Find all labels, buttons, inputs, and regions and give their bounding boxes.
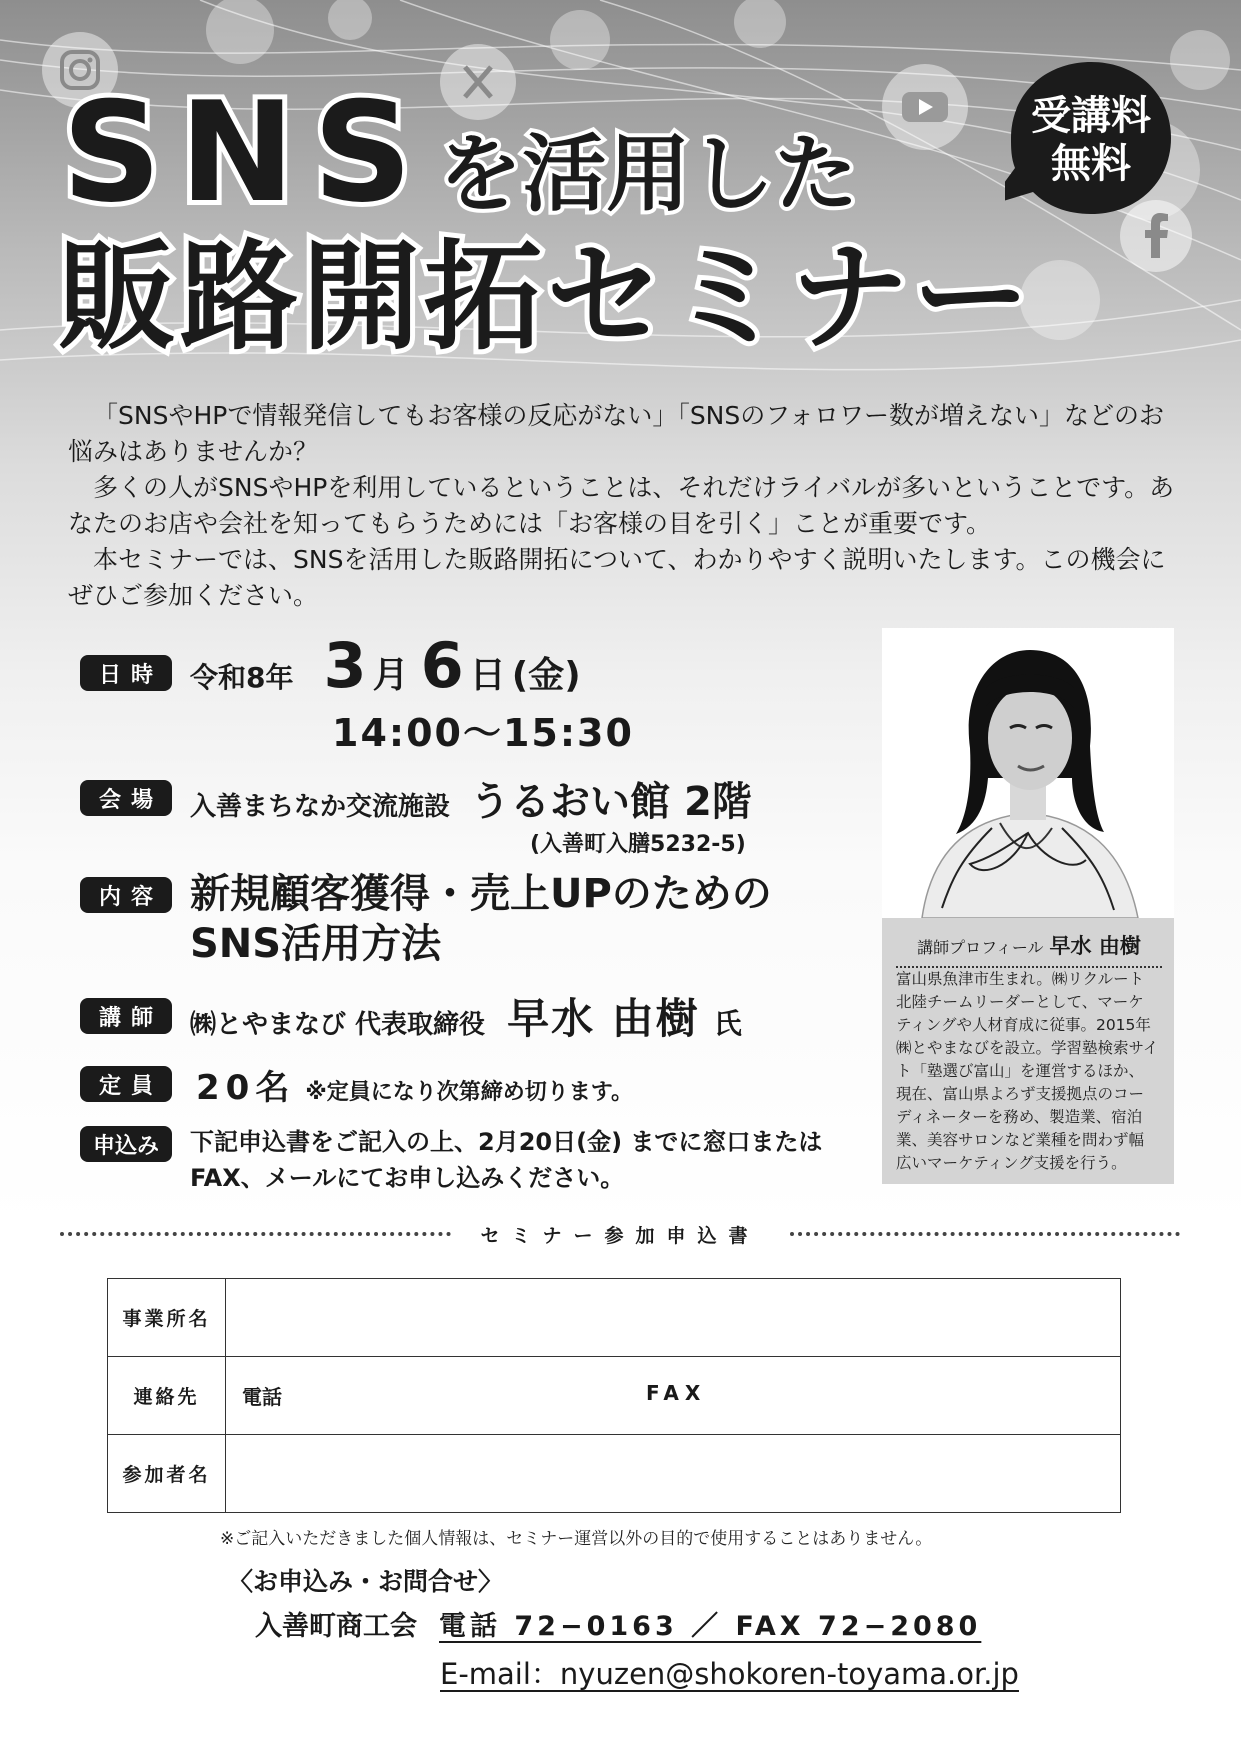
form-label-participant: 参加者名: [108, 1435, 226, 1513]
venue-name: うるおい館 2階: [470, 779, 752, 825]
apply-line-1: 下記申込書をご記入の上、2月20日(金) までに窓口または: [190, 1128, 823, 1156]
application-form-table: [107, 1278, 1121, 1513]
phone-label: 電話: [242, 1385, 282, 1409]
lecturer-name: 早水 由樹: [507, 994, 700, 1043]
badge-line-1: 受講料: [1031, 93, 1151, 139]
capacity-row: [80, 1066, 633, 1109]
form-title: セミナー参加申込書: [480, 1224, 760, 1247]
contact-email[interactable]: E-mail：nyuzen@shokoren-toyama.or.jp: [440, 1657, 1019, 1691]
profile-line: 広いマーケティング支援を行う。: [896, 1154, 1127, 1172]
form-label-contact: 連絡先: [108, 1357, 226, 1435]
profile-heading-label: 講師プロフィール: [917, 938, 1044, 957]
content-label: 内容: [80, 877, 172, 913]
content-line-2: SNS活用方法: [190, 921, 442, 967]
title-line-2: 販路開拓セミナー: [58, 228, 1035, 366]
date-month: 3: [323, 629, 367, 702]
lecturer-org: ㈱とやまなび 代表取締役: [190, 1010, 486, 1040]
apply-value: [190, 1124, 822, 1196]
content-value: [190, 869, 772, 969]
form-field-business[interactable]: [226, 1279, 1121, 1357]
lecturer-suffix: 氏: [713, 1007, 742, 1040]
form-label-business: 事業所名: [108, 1279, 226, 1357]
form-field-participant[interactable]: [226, 1435, 1121, 1513]
contact-phone-fax: 電話 72−0163 ／ FAX 72−2080: [439, 1611, 982, 1642]
venue-row: [80, 780, 752, 858]
lecturer-label: 講師: [80, 998, 172, 1034]
privacy-note: ※ご記入いただきました個人情報は、セミナー運営以外の目的で使用することはありません。: [220, 1529, 933, 1549]
badge-line-2: 無料: [1051, 141, 1131, 187]
lecturer-row: [80, 994, 742, 1046]
date-day-unit: 日: [469, 655, 506, 696]
dotted-divider: [790, 1232, 1181, 1236]
title-sns: SNS: [62, 72, 431, 233]
capacity-value: [190, 1060, 633, 1109]
profile-line: 現在、富山県よろず支援拠点のコー: [896, 1085, 1145, 1103]
title-rest: を活用した: [438, 125, 859, 223]
content-line-1: 新規顧客獲得・売上UPのための: [190, 871, 772, 917]
lecturer-profile-panel: [882, 628, 1174, 1184]
date-label: 日時: [80, 655, 172, 691]
profile-name: 早水 由樹: [1049, 934, 1141, 958]
date-day: 6: [420, 629, 464, 702]
lecturer-value: [190, 986, 742, 1046]
table-row: [108, 1435, 1121, 1513]
profile-line: ディネーターを務め、製造業、宿泊: [896, 1108, 1143, 1126]
apply-label: 申込み: [80, 1126, 172, 1162]
title-line-1: [62, 72, 859, 233]
lecturer-photo: [882, 628, 1174, 918]
form-field-contact[interactable]: [226, 1357, 1121, 1435]
capacity-label: 定員: [80, 1066, 172, 1102]
profile-line: 北陸チームリーダーとして、マーケ: [896, 993, 1144, 1011]
profile-heading: [896, 930, 1162, 968]
venue-address: (入善町入膳5232-5): [530, 832, 746, 857]
fax-label: FAX: [646, 1381, 707, 1405]
venue-label: 会場: [80, 780, 172, 816]
intro-text: [68, 398, 1178, 614]
table-row: [108, 1279, 1121, 1357]
dotted-divider: [60, 1232, 451, 1236]
capacity-note: ※定員になり次第締め切ります。: [305, 1080, 633, 1105]
profile-line: ト「塾選び富山」を運営するほか、: [896, 1062, 1145, 1080]
capacity-number: 20名: [196, 1068, 296, 1108]
application-form-heading: [60, 1222, 1180, 1246]
apply-row: [80, 1126, 822, 1196]
free-badge-text: [1005, 92, 1177, 188]
date-time: 14:00〜15:30: [332, 711, 634, 755]
contact-org: 入善町商工会: [255, 1611, 417, 1642]
profile-text: [896, 968, 1162, 1175]
date-weekday: (金): [511, 655, 581, 696]
profile-line: 業、美容サロンなど業種を問わず幅: [896, 1131, 1145, 1149]
table-row: [108, 1357, 1121, 1435]
apply-line-2: FAX、メールにてお申し込みください。: [190, 1164, 625, 1192]
contact-heading: 〈お申込み・お問合せ〉: [228, 1567, 504, 1596]
profile-line: ㈱とやまなびを設立。学習塾検索サイ: [896, 1039, 1159, 1057]
contact-line: [255, 1604, 981, 1643]
content-row: [80, 871, 772, 969]
profile-line: ティングや人材育成に従事。2015年: [896, 1016, 1151, 1034]
date-era: 令和8年: [190, 661, 294, 694]
intro-paragraph: 「SNSやHPで情報発信してもお客様の反応がない」「SNSのフォロワー数が増えない」などのお悩みはありませんか？: [68, 401, 1165, 466]
intro-paragraph: 多くの人がSNSやHPを利用しているということは、それだけライバルが多いということです。あなたのお店や会社を知ってもらうためには「お客様の目を引く」ことが重要です。: [68, 473, 1175, 538]
date-month-unit: 月: [372, 655, 409, 696]
lecturer-portrait-image: [882, 628, 1174, 918]
venue-prefix: 入善まちなか交流施設: [190, 792, 451, 822]
profile-line: 富山県魚津市生まれ。㈱リクルート: [896, 970, 1145, 988]
date-row: [80, 629, 634, 757]
youtube-icon: [880, 62, 970, 152]
date-value: [190, 629, 634, 757]
venue-value: [190, 770, 752, 858]
intro-paragraph: 本セミナーでは、SNSを活用した販路開拓について、わかりやすく説明いたします。この機会にぜひご参加ください。: [68, 545, 1166, 610]
